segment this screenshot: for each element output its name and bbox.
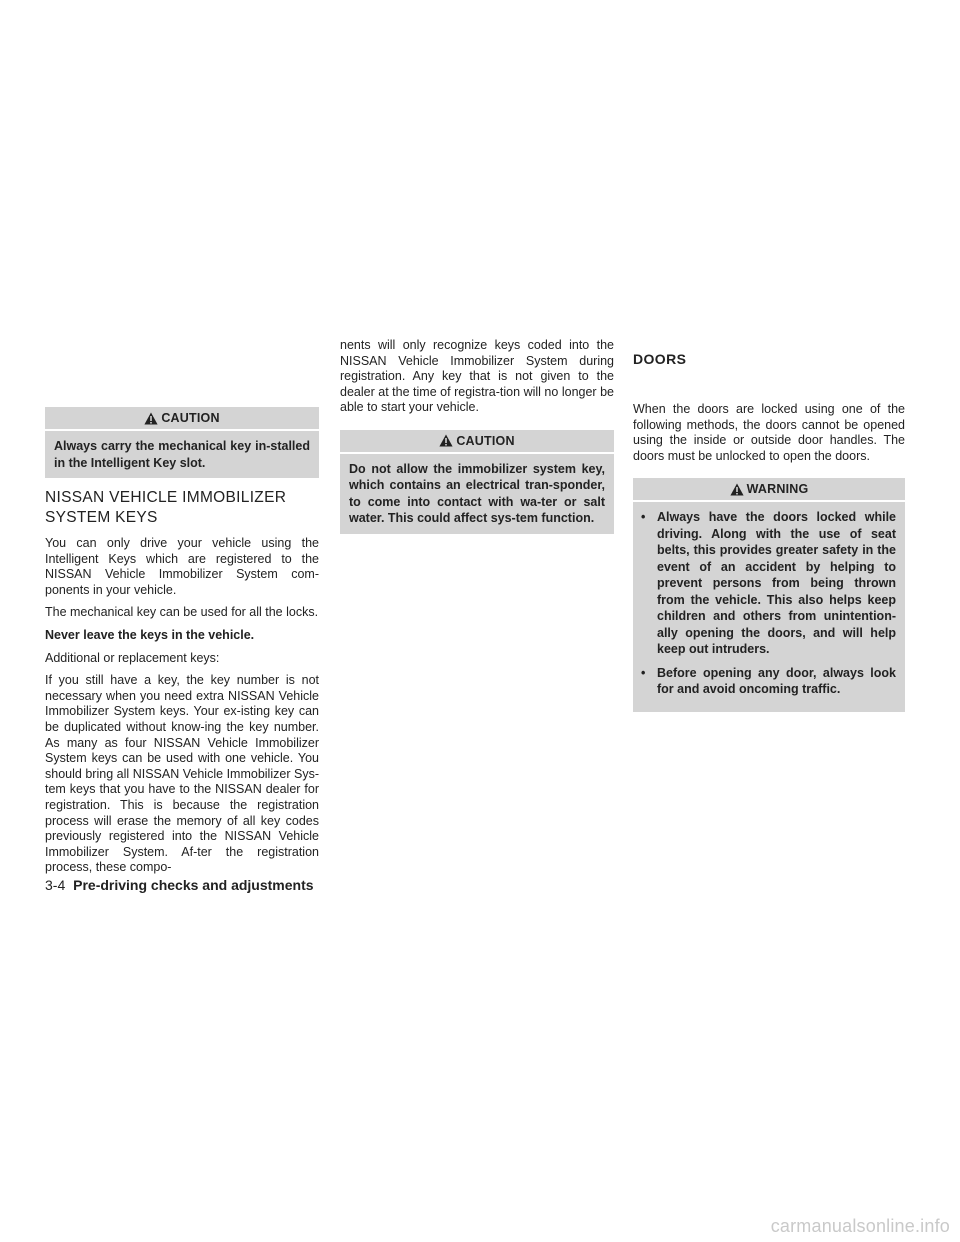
caution-header: [340, 430, 614, 452]
column-left: [45, 407, 319, 883]
caution-box-water: [340, 430, 614, 534]
section-heading-doors: DOORS: [633, 351, 687, 367]
caution-label: CAUTION: [161, 411, 220, 425]
warning-header: [633, 478, 905, 500]
section-title-line-2: SYSTEM KEYS: [45, 509, 158, 526]
caution-text: Do not allow the immobilizer system key, which contains an electrical tran-sponder, to come into contact with wa-ter or salt water. This could affect sys-tem function.: [349, 461, 605, 526]
caution-label: CAUTION: [456, 433, 515, 448]
paragraph-doors-locked: When the doors are locked using one of the following methods, the doors cannot be opened using the inside or outside door handles. The doors must be unlocked to open the doors.: [633, 402, 905, 463]
caution-box-mechanical-key: [45, 407, 319, 478]
warning-triangle-icon: [730, 483, 744, 496]
page-number: 3-4: [45, 877, 66, 893]
warning-item-doors-locked: • Always have the doors locked while driving. Along with the use of seat belts, this provides greater safety in the event of an accident by helping to prevent persons from being thrown from the vehicle. This also helps keep children and others from unintention-ally opening the doors, and will help keep out intruders.: [639, 509, 896, 658]
chapter-title: Pre-driving checks and adjustments: [73, 877, 314, 893]
watermark-text: carmanualsonline.info: [770, 1216, 950, 1236]
paragraph-never-leave-keys: Never leave the keys in the vehicle.: [45, 627, 255, 642]
paragraph-additional-keys: Additional or replacement keys:: [45, 650, 220, 665]
warning-item-oncoming-traffic: • Before opening any door, always look for and avoid oncoming traffic.: [639, 665, 896, 698]
paragraph-key-registration: If you still have a key, the key number is not necessary when you need extra NISSAN Vehicle Immobilizer System keys. Your ex-isting key can be duplicated without know-ing the key number. As many as four NISSAN Vehicle Immobilizer System keys can be used with one vehicle. You should bring all NISSAN Vehicle Immobilizer Sys-tem keys that you have to the NISSAN dealer for registration. This is because the registration process will erase the memory of all key codes previously registered into the NISSAN Vehicle Immobilizer System. Af-ter the registration process, these compo-: [45, 673, 319, 875]
paragraph-mechanical-key: The mechanical key can be used for all the locks.: [45, 605, 319, 620]
warning-triangle-icon: [144, 412, 158, 425]
caution-header: [45, 407, 319, 429]
warning-box-doors: [633, 478, 905, 712]
warning-body: [633, 502, 905, 712]
warning-label: WARNING: [746, 482, 809, 497]
section-title-line-1: NISSAN VEHICLE IMMOBILIZER: [45, 489, 287, 506]
paragraph-intelligent-keys: You can only drive your vehicle using the Intelligent Keys which are registered to the NISSAN Vehicle Immobilizer System com-ponents in your vehicle.: [45, 536, 319, 597]
column-middle: [340, 338, 614, 544]
page-footer: [45, 877, 314, 893]
warning-list: [639, 509, 896, 698]
caution-text: Always carry the mechanical key in-stalled in the Intelligent Key slot.: [54, 439, 310, 470]
column-right: [633, 402, 905, 722]
warning-triangle-icon: [439, 434, 453, 447]
paragraph-components-recognize: nents will only recognize keys coded into the NISSAN Vehicle Immobilizer System during registration. Any key that is not given to the dealer at the time of registra-tion will no longer be able to start your vehicle.: [340, 338, 614, 415]
section-title: [45, 488, 319, 528]
